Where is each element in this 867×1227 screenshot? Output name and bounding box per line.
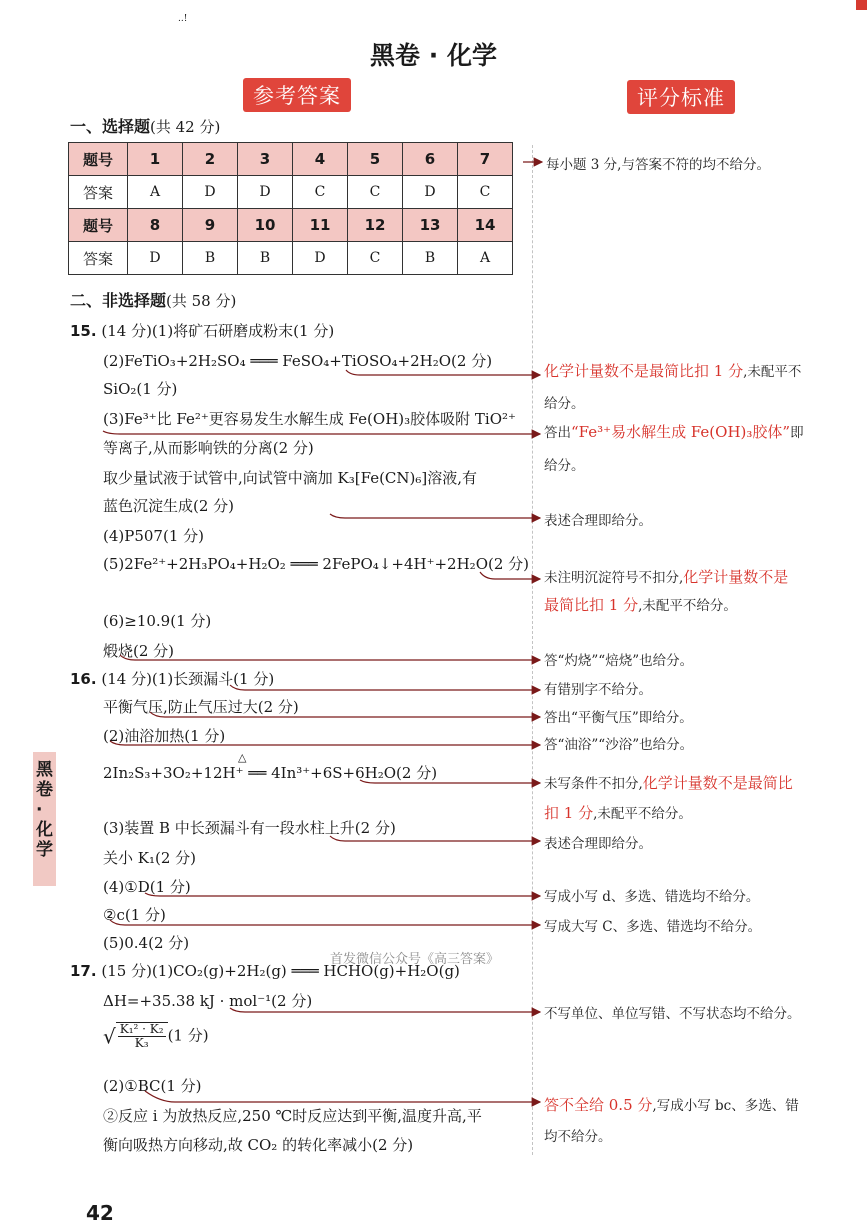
q-number: 12 <box>348 209 403 242</box>
answer-cell: A <box>128 176 183 209</box>
watermark: 首发微信公众号《高三答案》 <box>330 952 500 967</box>
answer-cell: A <box>458 242 513 275</box>
note-text: 未写条件不扣分, <box>544 776 643 792</box>
answer-cell: D <box>293 242 348 275</box>
note-text: 未注明沉淀符号不扣分, <box>544 570 684 586</box>
grading-note: 写成大写 C、多选、错选均不给分。 <box>544 919 762 935</box>
grading-note: 均不给分。 <box>544 1129 612 1145</box>
red-note: 答不全给 0.5 分 <box>544 1096 653 1114</box>
red-note: 化学计量数不是 <box>683 568 789 586</box>
red-note: 扣 1 分 <box>544 804 594 822</box>
q15-line8: (4)P507(1 分) <box>103 527 204 545</box>
q-number: 4 <box>293 143 348 176</box>
answer-cell: B <box>403 242 458 275</box>
q-label: 题号 <box>69 143 128 176</box>
red-note: 化学计量数不是最简比 <box>642 774 793 792</box>
note-text: 即 <box>790 425 804 441</box>
answer-text: (14 分)(1)长颈漏斗(1 分) <box>101 670 275 688</box>
red-note: 化学计量数不是最简比扣 1 分 <box>544 362 744 380</box>
red-note: 最简比扣 1 分 <box>544 596 639 614</box>
q17-line6: 衡向吸热方向移动,故 CO₂ 的转化率减小(2 分) <box>103 1136 414 1154</box>
grading-note: 给分。 <box>544 458 585 474</box>
answer-cell: D <box>183 176 238 209</box>
answer-cell: D <box>403 176 458 209</box>
note-text: ,写成小写 bc、多选、错 <box>652 1098 799 1114</box>
answer-cell: D <box>128 242 183 275</box>
q-number: 7 <box>458 143 513 176</box>
q-number: 3 <box>238 143 293 176</box>
answer-text: (14 分)(1)将矿石研磨成粉末(1 分) <box>101 322 335 340</box>
q-number: 6 <box>403 143 458 176</box>
answer-cell: B <box>238 242 293 275</box>
q15-line2: (2)FeTiO₃+2H₂SO₄ ═══ FeSO₄+TiOSO₄+2H₂O(2 分) <box>103 352 493 370</box>
q16-line4: 2In₂S₃+3O₂+12H⁺ ══ 4In³⁺+6S+6H₂O(2 分) <box>103 764 438 782</box>
side-tab-label: 黑卷·化学 <box>36 760 53 860</box>
grading-note: 有错别字不给分。 <box>544 682 652 698</box>
answer-cell: C <box>458 176 513 209</box>
q-number: 14 <box>458 209 513 242</box>
q-number: 9 <box>183 209 238 242</box>
q15-line10: (6)≥10.9(1 分) <box>103 612 212 630</box>
q-number: 8 <box>128 209 183 242</box>
question-number: 17. <box>70 962 97 980</box>
section2-points: (共 58 分) <box>166 292 237 310</box>
q15-line6: 取少量试液于试管中,向试管中滴加 K₃[Fe(CN)₆]溶液,有 <box>103 469 478 487</box>
q17-line4: (2)①BC(1 分) <box>103 1077 202 1095</box>
note-text: ,未配平不 <box>743 364 802 380</box>
a-label: 答案 <box>69 176 128 209</box>
q17-line5: ②反应 i 为放热反应,250 ℃时反应达到平衡,温度升高,平 <box>103 1107 482 1125</box>
q15-line4: (3)Fe³⁺比 Fe²⁺更容易发生水解生成 Fe(OH)₃胶体吸附 TiO²⁺ <box>103 410 516 428</box>
q16-line3: (2)油浴加热(1 分) <box>103 727 226 745</box>
grading-note: 给分。 <box>544 396 585 412</box>
question-number: 16. <box>70 670 97 688</box>
note-text: ,未配平不给分。 <box>593 806 692 822</box>
q-number: 10 <box>238 209 293 242</box>
grading-note: 写成小写 d、多选、错选均不给分。 <box>544 889 760 905</box>
q15-line9: (5)2Fe²⁺+2H₃PO₄+H₂O₂ ═══ 2FePO₄↓+4H⁺+2H₂O(2 分) <box>103 555 530 573</box>
answer-cell: D <box>238 176 293 209</box>
q-number: 1 <box>128 143 183 176</box>
q15-line3: SiO₂(1 分) <box>103 380 178 398</box>
note-text: ,未配平不给分。 <box>638 598 737 614</box>
answer-banner: 参考答案 <box>243 78 351 112</box>
grading-banner: 评分标准 <box>627 80 735 114</box>
section2-title: 二、非选择题 <box>70 291 167 310</box>
q16-line8: ②c(1 分) <box>103 906 166 924</box>
grading-note: 答“油浴”“沙浴”也给分。 <box>544 737 694 753</box>
section1-title: 一、选择题 <box>70 117 151 136</box>
page-number: 42 <box>86 1201 114 1225</box>
answer-text: (15 分)(1)CO₂(g)+2H₂(g) ═══ HCHO(g)+H₂O(g) <box>101 962 460 980</box>
q16-line9: (5)0.4(2 分) <box>103 934 190 952</box>
q17-line2: ΔH=+35.38 kJ · mol⁻¹(2 分) <box>103 992 313 1010</box>
fraction-numerator: K₁² · K₂ <box>119 1022 164 1036</box>
q-number: 5 <box>348 143 403 176</box>
grading-note: 答“灼烧”“焙烧”也给分。 <box>544 653 694 669</box>
section1-points: (共 42 分) <box>150 118 221 136</box>
a-label: 答案 <box>69 242 128 275</box>
q-number: 11 <box>293 209 348 242</box>
q15-line11: 煅烧(2 分) <box>103 642 175 660</box>
grading-note: 表述合理即给分。 <box>544 836 652 852</box>
answer-cell: C <box>293 176 348 209</box>
q16-line2: 平衡气压,防止气压过大(2 分) <box>103 698 299 716</box>
answer-cell: B <box>183 242 238 275</box>
q15-line7: 蓝色沉淀生成(2 分) <box>103 497 235 515</box>
answer-text: (1 分) <box>167 1026 209 1045</box>
page-title: 黑卷 · 化学 <box>370 41 497 70</box>
heat-condition: △ <box>238 751 247 764</box>
grading-note: 答出“平衡气压”即给分。 <box>544 710 693 726</box>
red-note: “Fe³⁺易水解生成 Fe(OH)₃胶体” <box>571 423 791 441</box>
q-number: 2 <box>183 143 238 176</box>
q16-line7: (4)①D(1 分) <box>103 878 191 896</box>
q16-line5: (3)装置 B 中长颈漏斗有一段水柱上升(2 分) <box>103 819 396 837</box>
answer-cell: C <box>348 242 403 275</box>
note-text: 答出 <box>544 425 571 441</box>
grading-note: 不写单位、单位写错、不写状态均不给分。 <box>544 1006 801 1022</box>
sqrt-icon: √ <box>103 1024 116 1049</box>
question-number: 15. <box>70 322 97 340</box>
q-label: 题号 <box>69 209 128 242</box>
fraction-denominator: K₃ <box>134 1036 149 1050</box>
top-mark: ..! <box>178 14 188 24</box>
grading-note: 表述合理即给分。 <box>544 513 652 529</box>
q16-line6: 关小 K₁(2 分) <box>103 849 197 867</box>
answer-cell: C <box>348 176 403 209</box>
grading-note: 每小题 3 分,与答案不符的均不给分。 <box>546 157 770 173</box>
q15-line5: 等离子,从而影响铁的分离(2 分) <box>103 439 314 457</box>
q-number: 13 <box>403 209 458 242</box>
